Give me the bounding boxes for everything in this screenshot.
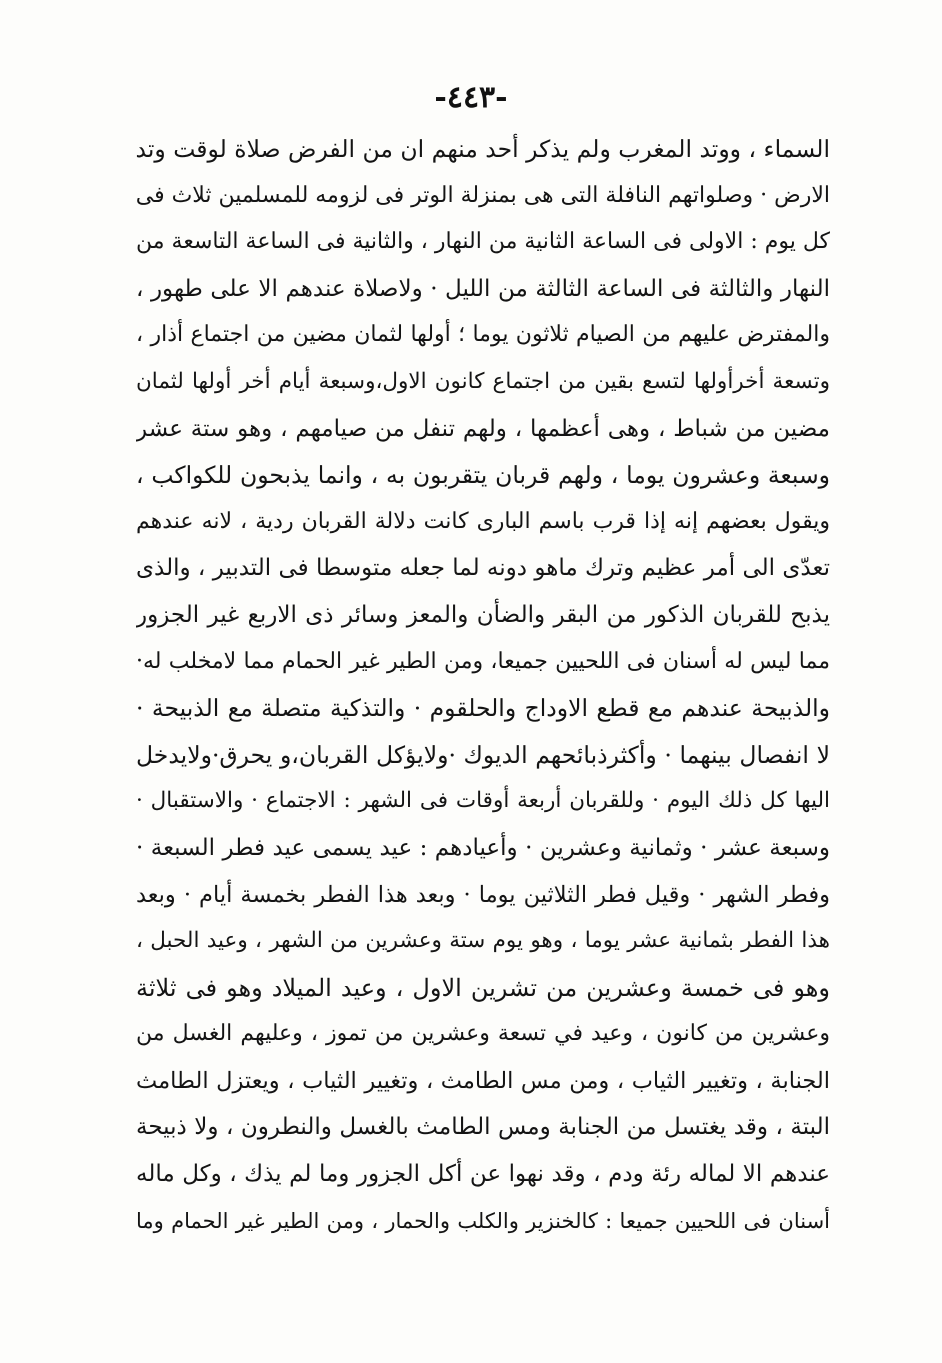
text-line: وعشرين من كانون ، وعيد في تسعة وعشرين من تموز ، وعليهم الغسل من — [136, 1021, 830, 1047]
text-line: وسبعة عشر · وثمانية وعشرين · وأعيادهم : عيد يسمى عيد فطر السبعة · — [136, 834, 830, 861]
text-line: وسبعة وعشرون يوما ، ولهم قربان يتقربون به ، وانما يذبحون للكواكب ، — [136, 461, 830, 490]
text-line: ويقول بعضهم إنه إذا قرب باسم البارى كانت دلالة القربان ردية ، لانه عندهم — [136, 508, 830, 534]
text-line: مضين من شباط ، وهى أعظمها ، ولهم تنفل من صيامهم ، وهو ستة عشر — [136, 415, 830, 442]
text-line: هذا الفطر بثمانية عشر يوما ، وهو يوم ستة وعشرين من الشهر ، وعيد الحبل ، — [136, 928, 830, 954]
body-text — [136, 126, 830, 1244]
page-number: -٤٤٣- — [434, 80, 508, 115]
text-line: مما ليس له أسنان فى اللحيين جميعا، ومن الطير غير الحمام مما لامخلب له· — [136, 648, 830, 674]
text-line: يذبح للقربان الذكور من البقر والضأن والمعز وسائر ذى الاربع غير الجزور — [136, 601, 830, 628]
text-line: وفطر الشهر · وقيل فطر الثلاثين يوما · وبعد هذا الفطر بخمسة أيام · وبعد — [136, 881, 830, 908]
text-line: البتة ، وقد يغتسل من الجنابة ومس الطامث بالغسل والنطرون ، ولا ذبيحة — [136, 1114, 830, 1141]
text-line: اليها كل ذلك اليوم · وللقربان أربعة أوقات فى الشهر : الاجتماع · والاستقبال · — [136, 788, 830, 814]
text-line: السماء ، ووتد المغرب ولم يذكر أحد منهم ان من الفرض صلاة لوقت وتد — [136, 135, 830, 163]
text-line: وتسعة أخرأولها لتسع بقين من اجتماع كانون الاول،وسبعة أيام أخر أولها لثمان — [136, 368, 830, 394]
text-line: أسنان فى اللحيين جميعا : كالخنزير والكلب والحمار ، ومن الطير غير الحمام وما — [136, 1208, 830, 1233]
text-line: الارض · وصلواتهم النافلة التى هى بمنزلة الوتر فى لزومه للمسلمين ثلاث فى — [136, 182, 830, 208]
text-line: النهار والثالثة فى الساعة الثالثة من الليل · ولاصلاة عندهم الا على طهور ، — [136, 275, 830, 302]
text-line: والذبيحة عندهم مع قطع الاوداج والحلقوم · والتذكية متصلة مع الذبيحة · — [136, 694, 830, 723]
text-line: والمفترض عليهم من الصيام ثلاثون يوما ؛ أولها لثمان مضين من اجتماع أذار ، — [136, 322, 830, 348]
text-line: لا انفصال بينهما · وأكثرذبائحهم الديوك ·ولايؤكل القربان،و يحرق·ولايدخل — [136, 740, 830, 769]
text-line: الجنابة ، وتغيير الثياب ، ومن مس الطامث ، وتغيير الثياب ، ويعتزل الطامث — [136, 1067, 830, 1094]
text-line: عندهم الا لماله رئة ودم ، وقد نهوا عن أكل الجزور وما لم يذك ، وكل ماله — [136, 1161, 830, 1188]
text-line: تعدّى الى أمر عظيم وترك ماهو دونه لما جعله متوسطا فى التدبير ، والذى — [136, 555, 830, 582]
text-line: كل يوم : الاولى فى الساعة الثانية من النهار ، والثانية فى الساعة التاسعة من — [136, 229, 830, 255]
text-line: وهو فى خمسة وعشرين من تشرين الاول ، وعيد الميلاد وهو فى ثلاثة — [136, 973, 830, 1002]
